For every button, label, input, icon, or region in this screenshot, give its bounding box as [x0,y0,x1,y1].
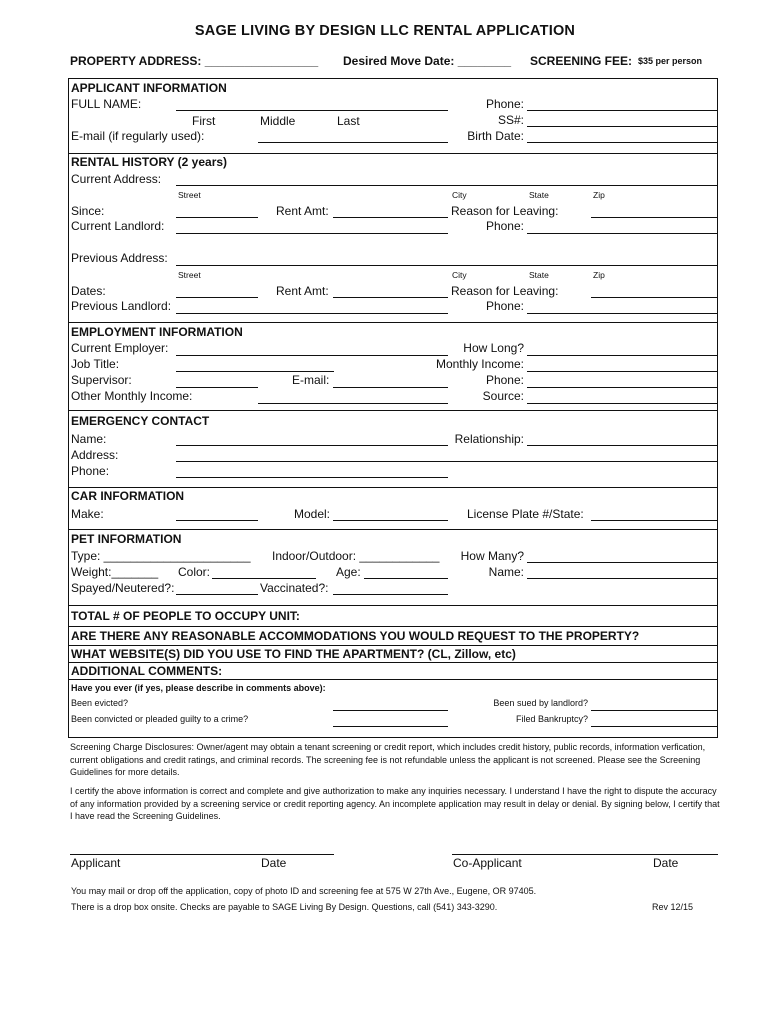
employer-email-label: E-mail: [292,373,330,387]
have-you-ever-label: Have you ever (if yes, please describe in comments above): [71,683,326,693]
how-many-label: How Many? [460,549,524,563]
full-name-label: FULL NAME: [71,97,142,111]
pet-header: PET INFORMATION [71,532,182,546]
street-label: Street [178,270,201,280]
divider [68,487,718,488]
move-date-label: Desired Move Date: ________ [343,54,512,68]
current-employer-field[interactable] [176,355,448,356]
screening-fee-label: SCREENING FEE: [530,54,633,68]
applicant-signature-line[interactable] [70,854,334,855]
evicted-field[interactable] [333,710,448,711]
emergency-phone-label: Phone: [71,464,110,478]
dropbox-instructions: There is a drop box onsite. Checks are payable to SAGE Living By Design. Questions, call (541) 343-3290. [71,902,498,912]
current-employer-label: Current Employer: [71,341,169,355]
make-field[interactable] [176,520,258,521]
relationship-label: Relationship: [454,432,524,446]
emergency-header: EMERGENCY CONTACT [71,414,210,428]
employer-phone-field[interactable] [527,387,717,388]
co-applicant-date-label: Date [653,856,679,870]
divider [68,626,718,627]
reason-label: Reason for Leaving: [451,204,559,218]
other-income-field[interactable] [258,403,448,404]
website-label: WHAT WEBSITE(S) DID YOU USE TO FIND THE APARTMENT? (CL, Zillow, etc) [71,647,516,661]
model-field[interactable] [333,520,448,521]
applicant-label: Applicant [71,856,121,870]
rent-amt-field[interactable] [333,217,448,218]
rent-amt-label: Rent Amt: [276,284,329,298]
emergency-phone-field[interactable] [176,477,448,478]
current-landlord-label: Current Landlord: [71,219,165,233]
prev-rent-amt-field[interactable] [333,297,448,298]
full-name-field[interactable] [176,110,448,111]
supervisor-label: Supervisor: [71,373,132,387]
how-long-label: How Long? [463,341,524,355]
model-label: Model: [294,507,331,521]
first-label: First [192,114,216,128]
emergency-address-field[interactable] [176,461,717,462]
middle-label: Middle [260,114,296,128]
birth-date-field[interactable] [527,142,717,143]
prev-landlord-phone-label: Phone: [485,299,524,313]
current-landlord-field[interactable] [176,233,448,234]
emergency-name-field[interactable] [176,445,448,446]
relationship-field[interactable] [527,445,717,446]
total-people-label: TOTAL # OF PEOPLE TO OCCUPY UNIT: [71,609,300,623]
rent-amt-label: Rent Amt: [276,204,329,218]
pet-name-label: Name: [488,565,524,579]
spayed-field[interactable] [176,594,258,595]
age-label: Age: [336,565,361,579]
since-label: Since: [71,204,105,218]
pet-name-field[interactable] [527,578,717,579]
bankruptcy-field[interactable] [591,726,717,727]
sued-label: Been sued by landlord? [493,698,588,708]
divider [68,529,718,530]
job-title-field[interactable] [176,371,334,372]
convicted-field[interactable] [333,726,448,727]
previous-address-field[interactable] [176,265,717,266]
divider [68,410,718,411]
color-field[interactable] [212,578,316,579]
license-plate-label: License Plate #/State: [467,507,584,521]
bankruptcy-label: Filed Bankruptcy? [515,714,588,724]
city-label: City [452,190,467,200]
birth-date-label: Birth Date: [467,129,524,143]
other-income-label: Other Monthly Income: [71,389,193,403]
car-header: CAR INFORMATION [71,489,185,503]
vaccinated-label: Vaccinated?: [260,581,329,595]
street-label: Street [178,190,201,200]
divider [68,679,718,680]
divider [68,153,718,154]
state-label: State [529,270,549,280]
screening-fee-amount: $35 per person [638,56,703,66]
monthly-income-field[interactable] [527,371,717,372]
color-label: Color: [178,565,211,579]
divider [68,322,718,323]
prev-landlord-phone-field[interactable] [527,313,717,314]
page-title: SAGE LIVING BY DESIGN LLC RENTAL APPLICATION [194,23,576,39]
indoor-outdoor-label[interactable]: Indoor/Outdoor: ____________ [272,549,440,563]
email-label: E-mail (if regularly used): [71,129,205,143]
rental-header: RENTAL HISTORY (2 years) [71,155,228,169]
ss-field[interactable] [527,126,717,127]
spayed-label: Spayed/Neutered?: [71,581,175,595]
screening-disclosure: Screening Charge Disclosures: Owner/agent may obtain a tenant screening or credit report, which includes credit history, public records, information verfication, current obligations and credit ratings, and criminal records. The screening fee is not refundable unless the applicant is not screened. Please see the Screening Guidelines for more details. [70,742,706,777]
vaccinated-field[interactable] [333,594,448,595]
phone-field[interactable] [527,110,717,111]
since-field[interactable] [176,217,258,218]
divider [68,662,718,663]
evicted-label: Been evicted? [71,698,129,708]
source-field[interactable] [527,403,717,404]
co-applicant-signature-line[interactable] [452,854,718,855]
mail-instructions: You may mail or drop off the application, copy of photo ID and screening fee at 575 W 27th Ave., Eugene, OR 97405. [71,886,537,896]
city-label: City [452,270,467,280]
employer-email-field[interactable] [333,387,448,388]
dates-field[interactable] [176,297,258,298]
make-label: Make: [71,507,104,521]
reason-field[interactable] [591,217,717,218]
weight-label[interactable]: Weight:_______ [71,565,159,579]
previous-landlord-field[interactable] [176,313,448,314]
prev-reason-field[interactable] [591,297,717,298]
applicant-header: APPLICANT INFORMATION [71,81,227,95]
applicant-date-label: Date [261,856,287,870]
landlord-phone-label: Phone: [485,219,524,233]
state-label: State [529,190,549,200]
dates-label: Dates: [71,284,106,298]
age-field[interactable] [364,578,448,579]
supervisor-field[interactable] [176,387,258,388]
source-label: Source: [482,389,524,403]
certification-text: I certify the above information is correct and complete and give authorization to make any inquiries necessary. I understand I have the right to dispute the accuracy of any information provided by a screening service or credit reporting agency. An incomplete application may result in delay or denial. By signing below, I certify that I have read the Screening Guidelines. [70,786,720,821]
pet-type-label[interactable]: Type: ______________________ [71,549,251,563]
last-label: Last [337,114,360,128]
convicted-label: Been convicted or pleaded guilty to a crime? [71,714,249,724]
property-address-label: PROPERTY ADDRESS: _________________ [70,54,319,68]
previous-address-label: Previous Address: [71,251,168,265]
previous-landlord-label: Previous Landlord: [71,299,172,313]
email-field[interactable] [258,142,448,143]
reason-label: Reason for Leaving: [451,284,559,298]
zip-label: Zip [593,190,605,200]
divider [68,645,718,646]
monthly-income-label: Monthly Income: [435,357,524,371]
how-many-field[interactable] [527,562,717,563]
emergency-address-label: Address: [71,448,119,462]
license-plate-field[interactable] [591,520,717,521]
how-long-field[interactable] [527,355,717,356]
ss-label: SS#: [497,113,524,127]
emergency-name-label: Name: [71,432,107,446]
phone-label: Phone: [485,97,524,111]
landlord-phone-field[interactable] [527,233,717,234]
employment-header: EMPLOYMENT INFORMATION [71,325,243,339]
zip-label: Zip [593,270,605,280]
employer-phone-label: Phone: [485,373,524,387]
revision-label: Rev 12/15 [652,902,694,912]
sued-field[interactable] [591,710,717,711]
co-applicant-label: Co-Applicant [453,856,522,870]
comments-label: ADDITIONAL COMMENTS: [71,664,223,678]
accommodations-label: ARE THERE ANY REASONABLE ACCOMMODATIONS YOU WOULD REQUEST TO THE PROPERTY? [71,629,640,643]
job-title-label: Job Title: [71,357,120,371]
current-address-label: Current Address: [71,172,162,186]
divider [68,605,718,606]
current-address-field[interactable] [176,185,717,186]
